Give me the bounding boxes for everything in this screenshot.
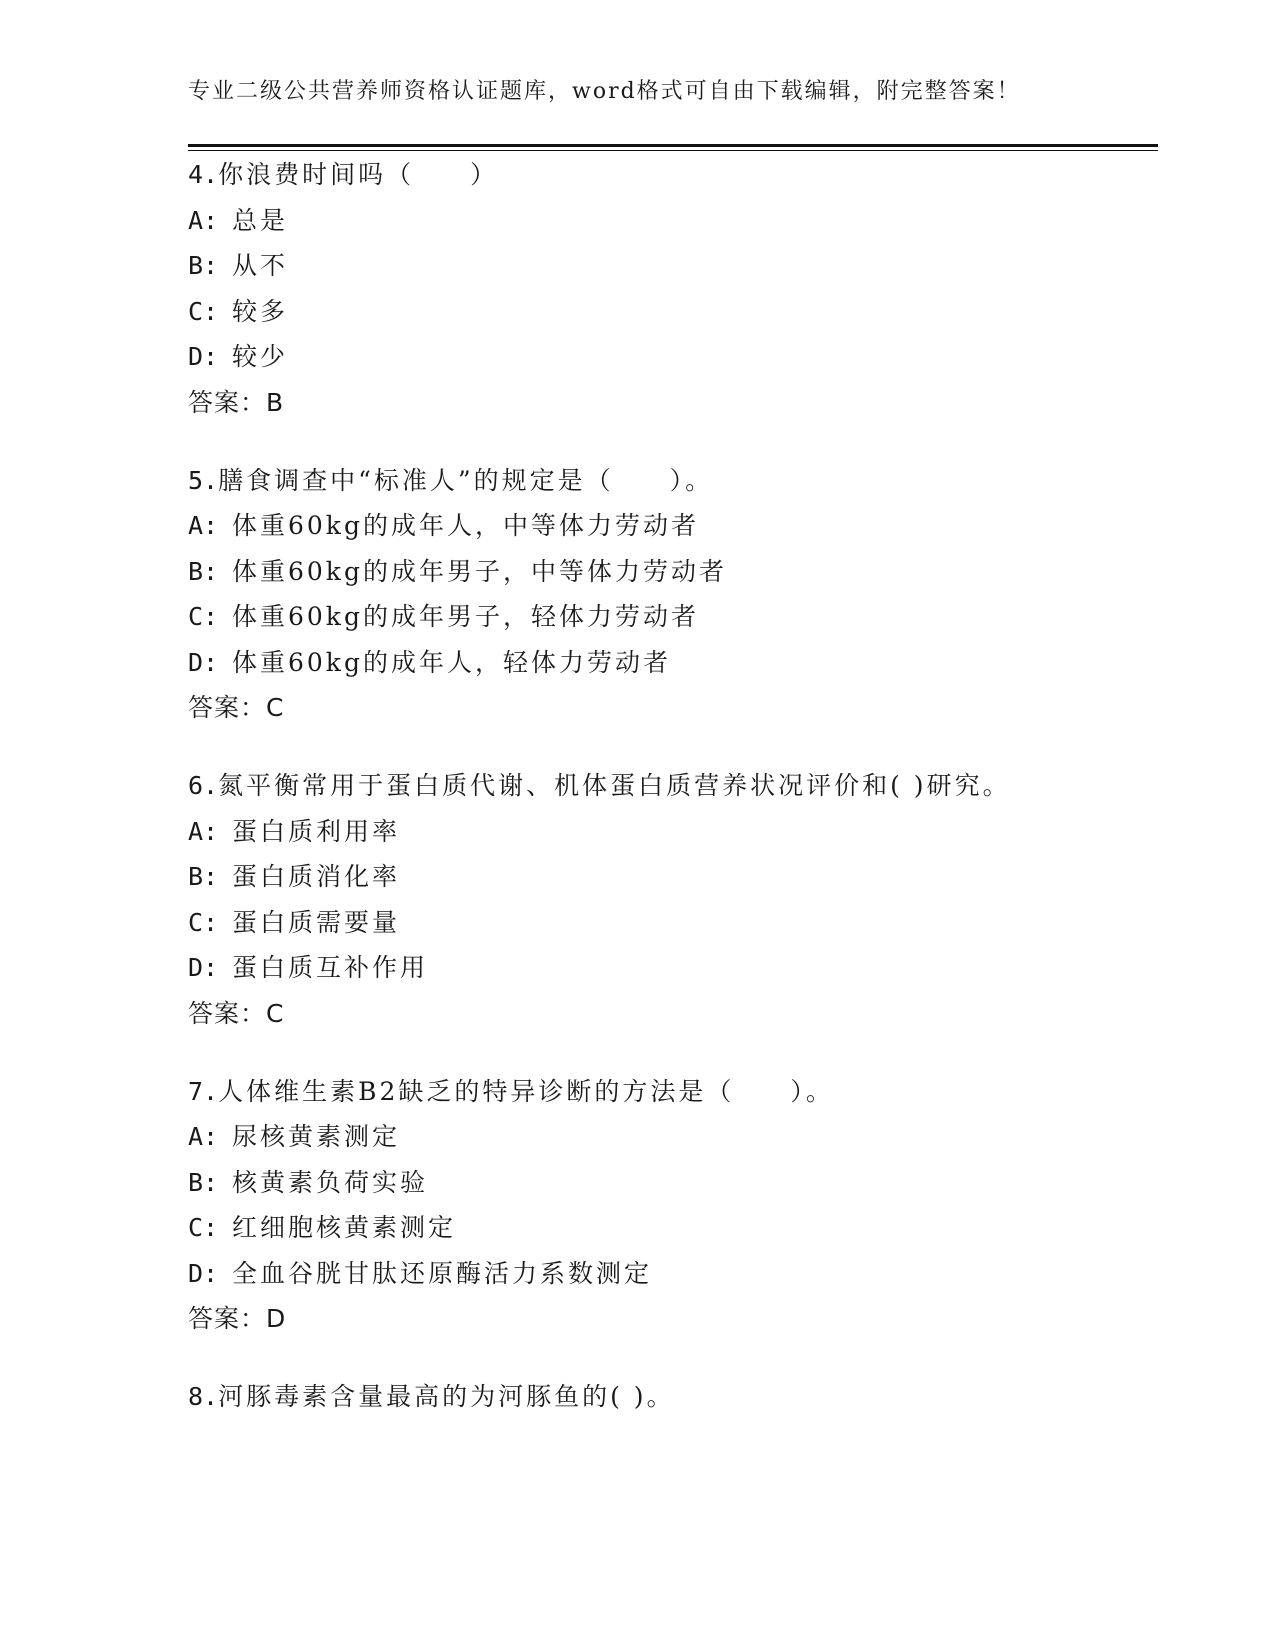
option-letter: D: [188, 1258, 219, 1288]
page-header: 专业二级公共营养师资格认证题库，word格式可自由下载编辑，附完整答案！ [188, 79, 1021, 104]
question-stem [188, 160, 1148, 190]
option-letter: A: [188, 205, 219, 235]
question-7 [188, 1077, 1148, 1335]
question-number: 5. [188, 465, 219, 495]
answer-line: 答案：C [188, 693, 285, 722]
option-b [188, 251, 1148, 281]
question-text: 人体维生素B2缺乏的特异诊断的方法是（ ）。 [218, 1076, 834, 1106]
question-number: 7. [188, 1076, 219, 1106]
option-text: 蛋白质利用率 [232, 816, 401, 846]
option-text: 较多 [232, 296, 289, 326]
option-letter: A: [188, 511, 219, 540]
header-rule-thin [188, 150, 1158, 151]
question-stem [188, 466, 1148, 496]
header-rule-thick [188, 144, 1158, 147]
option-d [188, 648, 1148, 678]
option-b [188, 1168, 1148, 1198]
question-number: 4. [188, 160, 219, 189]
question-stem [188, 1382, 1148, 1412]
question-number: 8. [188, 1382, 219, 1411]
option-d [188, 342, 1148, 372]
question-text: 膳食调查中“标准人”的规定是（ ）。 [218, 465, 714, 495]
question-8 [188, 1382, 1148, 1412]
question-number: 6. [188, 771, 219, 800]
answer-line: 答案：C [188, 998, 285, 1028]
option-c [188, 908, 1148, 938]
option-letter: A: [188, 1122, 219, 1151]
question-5 [188, 466, 1148, 724]
option-text: 体重60kg的成年人，轻体力劳动者 [232, 647, 671, 677]
answer-line: 答案：D [188, 1304, 287, 1333]
option-text: 蛋白质需要量 [232, 907, 401, 937]
option-c [188, 602, 1148, 632]
option-a [188, 206, 1148, 236]
option-letter: D: [188, 342, 219, 371]
option-text: 较少 [232, 342, 289, 371]
option-text: 全血谷胱甘肽还原酶活力系数测定 [232, 1258, 653, 1288]
option-letter: C: [188, 1213, 219, 1242]
option-a [188, 1122, 1148, 1152]
option-text: 从不 [232, 251, 289, 280]
option-letter: A: [188, 816, 219, 846]
option-letter: C: [188, 296, 219, 326]
question-stem [188, 1077, 1148, 1107]
option-a [188, 817, 1148, 847]
question-text: 河豚毒素含量最高的为河豚鱼的( )。 [218, 1382, 675, 1411]
option-letter: B: [188, 556, 219, 586]
option-a [188, 511, 1148, 541]
option-text: 体重60kg的成年人，中等体力劳动者 [232, 511, 699, 540]
option-letter: B: [188, 862, 219, 891]
option-text: 总是 [232, 205, 289, 235]
option-text: 体重60kg的成年男子，中等体力劳动者 [232, 556, 727, 586]
question-6 [188, 771, 1148, 1029]
option-text: 红细胞核黄素测定 [232, 1213, 457, 1242]
option-c [188, 297, 1148, 327]
option-text: 蛋白质互补作用 [232, 953, 429, 982]
option-text: 体重60kg的成年男子，轻体力劳动者 [232, 602, 699, 631]
question-text: 你浪费时间吗（ ） [218, 160, 499, 189]
question-stem [188, 771, 1148, 801]
option-text: 尿核黄素测定 [232, 1122, 401, 1151]
option-text: 蛋白质消化率 [232, 862, 401, 891]
option-d [188, 1259, 1148, 1289]
question-list [188, 160, 1148, 1460]
option-b [188, 862, 1148, 892]
option-letter: D: [188, 647, 219, 677]
option-letter: B: [188, 1167, 219, 1197]
question-4 [188, 160, 1148, 418]
option-letter: C: [188, 907, 219, 937]
option-letter: D: [188, 953, 219, 982]
option-c [188, 1213, 1148, 1243]
option-letter: B: [188, 251, 219, 280]
option-b [188, 557, 1148, 587]
question-text: 氮平衡常用于蛋白质代谢、机体蛋白质营养状况评价和( )研究。 [218, 771, 1011, 800]
option-text: 核黄素负荷实验 [232, 1167, 429, 1197]
option-d [188, 953, 1148, 983]
option-letter: C: [188, 602, 219, 631]
answer-line: 答案：B [188, 387, 285, 417]
